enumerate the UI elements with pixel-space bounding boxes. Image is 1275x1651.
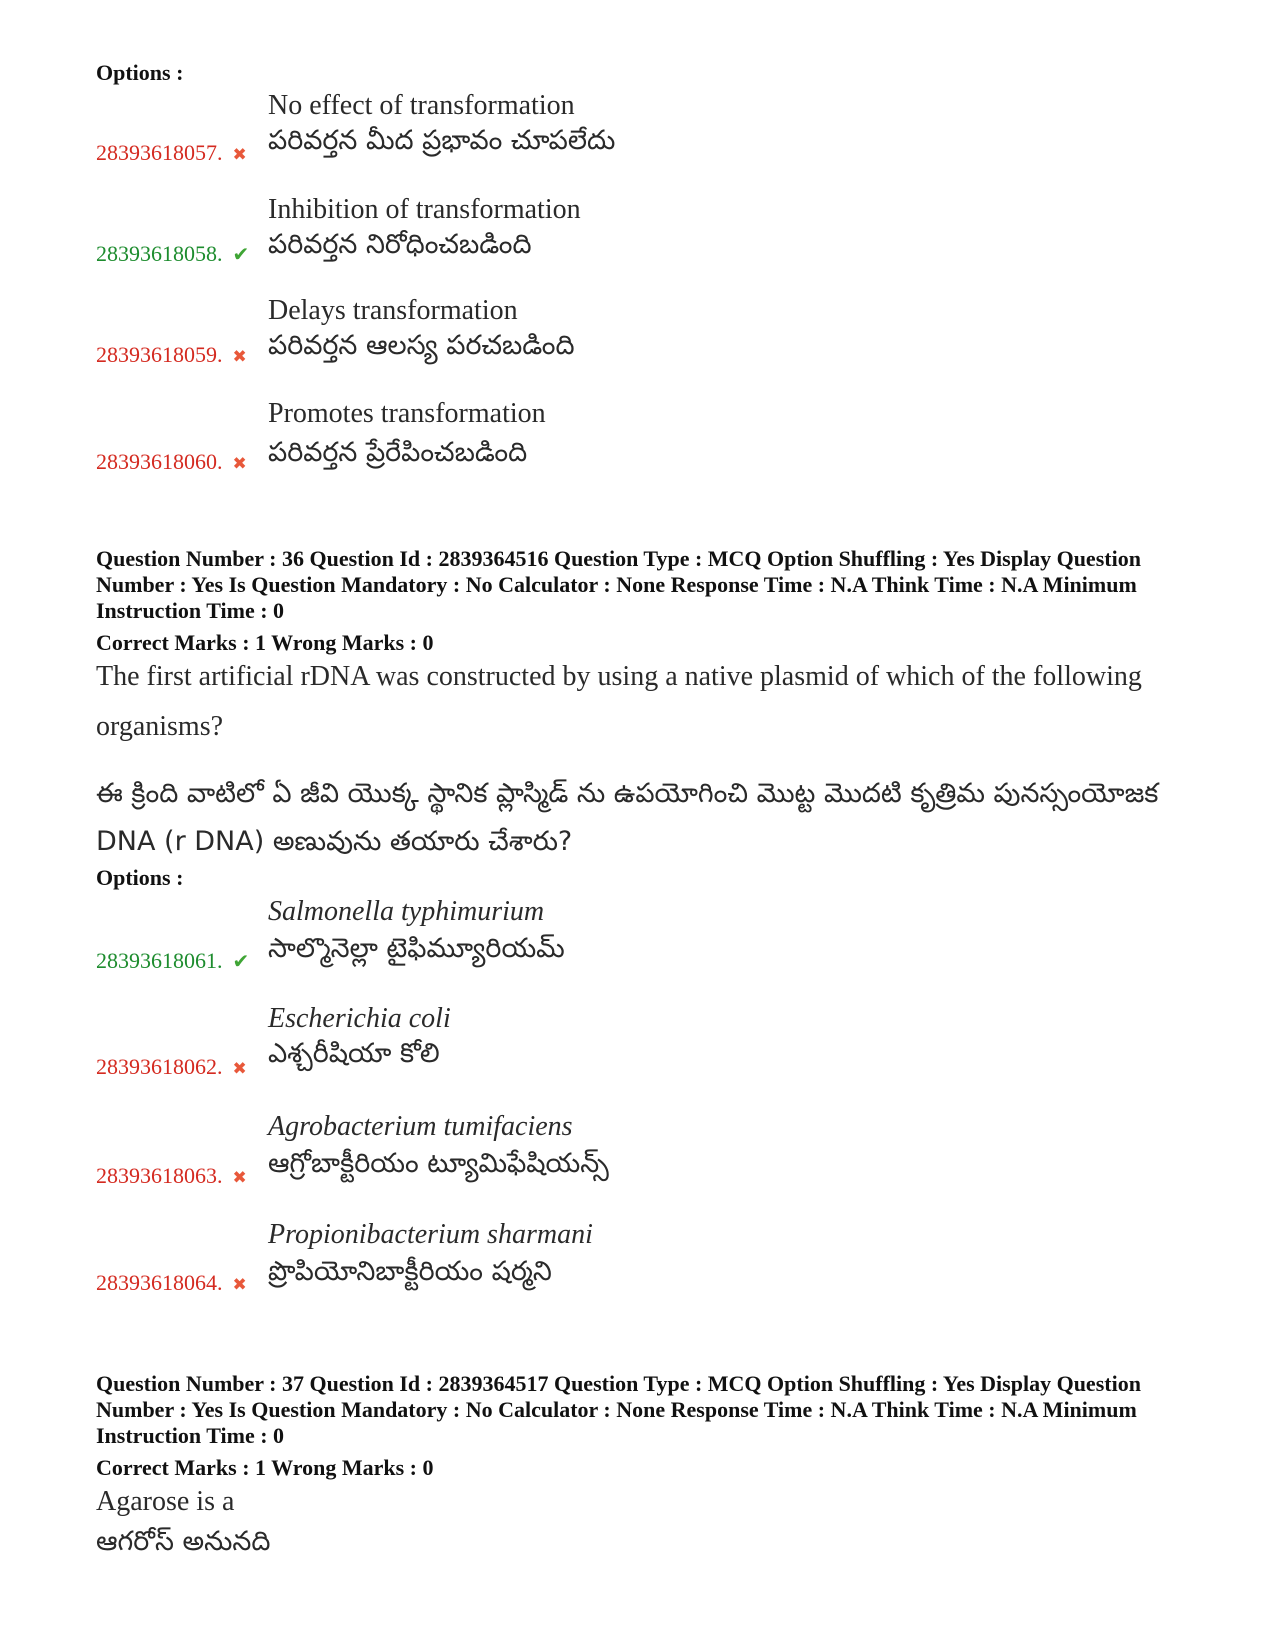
option-text-te: పరివర్తన ఆలస్య పరచబడింది — [268, 330, 575, 361]
option-text-en: Propionibacterium sharmani — [268, 1219, 593, 1250]
option-id-text: 28393618057. — [96, 140, 223, 165]
option-id — [96, 140, 247, 166]
option-id — [96, 1054, 247, 1080]
option-text-en: No effect of transformation — [268, 90, 575, 121]
option-id-text: 28393618063. — [96, 1163, 223, 1188]
option-text-en: Delays transformation — [268, 295, 518, 326]
option-id-text: 28393618059. — [96, 342, 223, 367]
option-id — [96, 1163, 247, 1189]
question-meta: Question Number : 36 Question Id : 2839364516 Question Type : MCQ Option Shuffling : Yes Display Question Number : Yes Is Question Mandatory : No Calculator : None Response Time : N.A Think Time : N.A Minimum Instruction Time : 0 — [96, 546, 1141, 623]
check-icon: ✔ — [232, 949, 250, 973]
cross-icon: ✖ — [232, 347, 247, 367]
cross-icon: ✖ — [232, 1059, 247, 1079]
option-text-en: Promotes transformation — [268, 398, 546, 429]
option-id — [96, 342, 247, 368]
check-icon: ✔ — [232, 242, 250, 266]
option-text-te: పరివర్తన ప్రేరేపించబడింది — [268, 437, 528, 468]
option-id-text: 28393618061. — [96, 948, 223, 973]
option-id-text: 28393618058. — [96, 241, 223, 266]
question-marks: Correct Marks : 1 Wrong Marks : 0 — [96, 1455, 434, 1480]
option-id — [96, 1270, 247, 1296]
option-text-te: పరివర్తన మీద ప్రభావం చూపలేదు — [268, 125, 616, 156]
option-text-en: Salmonella typhimurium — [268, 896, 545, 927]
option-id-text: 28393618062. — [96, 1054, 223, 1079]
option-id-text: 28393618060. — [96, 449, 223, 474]
option-text-en: Escherichia coli — [268, 1003, 451, 1034]
cross-icon: ✖ — [232, 454, 247, 474]
cross-icon: ✖ — [232, 1168, 247, 1188]
option-text-te: ఎశ్చరీషియా కోలి — [268, 1038, 440, 1069]
option-id-text: 28393618064. — [96, 1270, 223, 1295]
question-text-en: Agarose is a — [96, 1486, 235, 1517]
option-id — [96, 449, 247, 475]
cross-icon: ✖ — [232, 1275, 247, 1295]
option-id — [96, 241, 249, 267]
cross-icon: ✖ — [232, 145, 247, 165]
option-text-te: పరివర్తన నిరోధించబడింది — [268, 229, 532, 260]
question-meta: Question Number : 37 Question Id : 2839364517 Question Type : MCQ Option Shuffling : Yes Display Question Number : Yes Is Question Mandatory : No Calculator : None Response Time : N.A Think Time : N.A Minimum Instruction Time : 0 — [96, 1371, 1141, 1448]
question-text-te: ఆగరోస్ అనునది — [96, 1526, 271, 1557]
option-text-te: సాల్మొనెల్లా టైఫిమ్యూరియమ్ — [268, 933, 565, 964]
option-text-te: ప్రొపియోనిబాక్టీరియం షర్మని — [268, 1256, 552, 1287]
option-text-en: Agrobacterium tumifaciens — [268, 1111, 573, 1142]
option-id — [96, 948, 249, 974]
question-text-en: The first artificial rDNA was constructed by using a native plasmid of which of the following organisms? — [96, 661, 1142, 742]
options-label: Options : — [96, 865, 184, 890]
options-label: Options : — [96, 60, 184, 85]
question-marks: Correct Marks : 1 Wrong Marks : 0 — [96, 630, 434, 655]
question-text-te: ఈ క్రింది వాటిలో ఏ జీవి యొక్క స్థానిక ప్లాస్మిడ్ ను ఉపయోగించి మొట్ట మొదటి కృత్రిమ పునస్సంయోజక DNA (r DNA) అణువును తయారు చేశారు? — [96, 778, 1159, 857]
option-text-te: ఆగ్రోబాక్టీరియం ట్యూమిఫేషియన్స్ — [268, 1148, 609, 1179]
option-text-en: Inhibition of transformation — [268, 194, 581, 225]
